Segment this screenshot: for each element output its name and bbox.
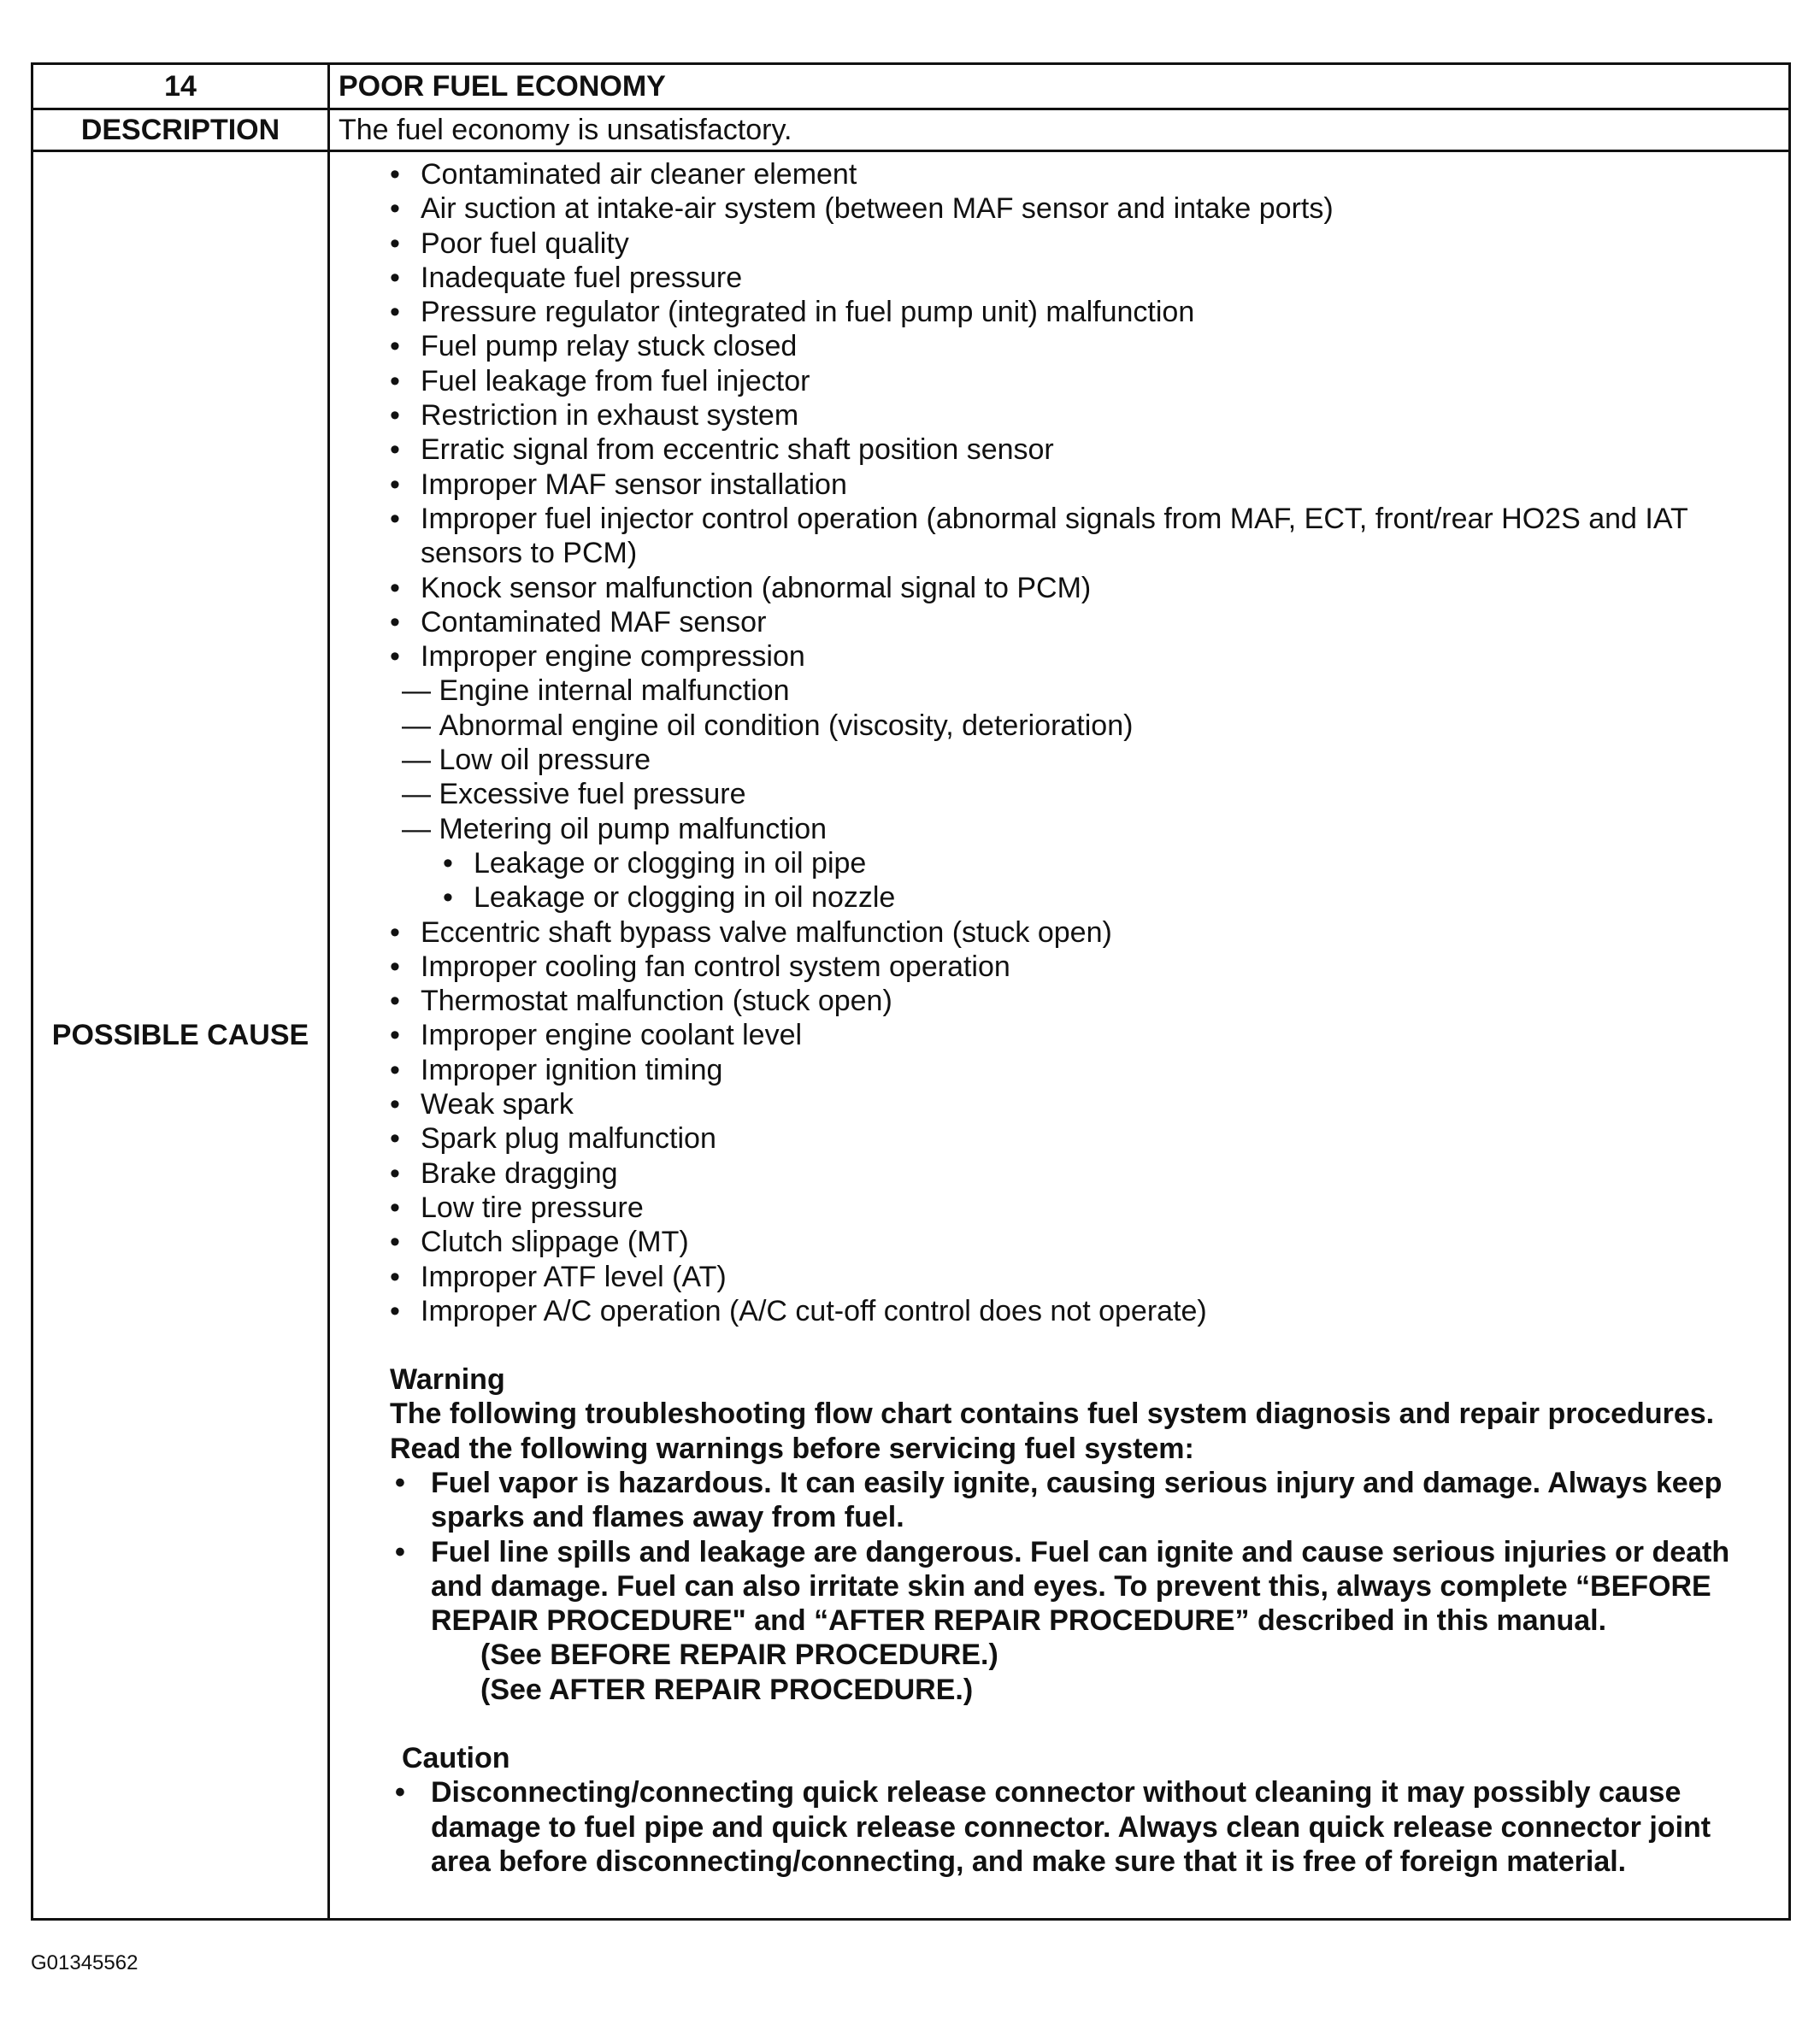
description-row: [32, 109, 1790, 151]
metering-sublist: [402, 846, 1788, 915]
figure-id: G01345562: [31, 1951, 138, 1974]
cause-item: • Erratic signal from eccentric shaft position sensor: [390, 432, 1788, 467]
cause-item: • Improper ATF level (AT): [390, 1260, 1788, 1294]
cause-item: • Weak spark: [390, 1087, 1788, 1121]
warning-item: • Fuel vapor is hazardous. It can easily ignite, causing serious injury and damage. Always keep sparks and flames away from fuel.: [390, 1466, 1771, 1535]
compression-subitem-text: Metering oil pump malfunction: [439, 812, 828, 845]
symptom-title: POOR FUEL ECONOMY: [329, 64, 1790, 109]
troubleshooting-table: [31, 62, 1791, 1921]
caution-list: [390, 1775, 1771, 1879]
possible-cause-label: POSSIBLE CAUSE: [32, 151, 329, 1920]
cause-item: • Improper engine coolant level: [390, 1018, 1788, 1052]
caution-heading: Caution: [402, 1742, 510, 1775]
compression-subitem-text: Low oil pressure: [439, 744, 651, 777]
header-row: [32, 64, 1790, 109]
compression-subitem: [402, 709, 1788, 743]
see-before-repair-link[interactable]: (See BEFORE REPAIR PROCEDURE.): [480, 1639, 998, 1672]
cause-item: • Fuel leakage from fuel injector: [390, 364, 1788, 398]
cause-item: • Spark plug malfunction: [390, 1121, 1788, 1156]
cause-item: • Improper cooling fan control system operation: [390, 950, 1788, 984]
cause-item: • Low tire pressure: [390, 1191, 1788, 1225]
cause-item: • Fuel pump relay stuck closed: [390, 329, 1788, 363]
cause-item: • Clutch slippage (MT): [390, 1225, 1788, 1259]
cause-list: [330, 157, 1788, 1328]
compression-subitem-text: Abnormal engine oil condition (viscosity, deterioration): [439, 709, 1134, 742]
compression-subitem: [402, 777, 1788, 811]
metering-subitem: • Leakage or clogging in oil nozzle: [443, 880, 1788, 915]
compression-subitem-text: Excessive fuel pressure: [439, 778, 746, 811]
cause-item: • Restriction in exhaust system: [390, 398, 1788, 432]
description-label: DESCRIPTION: [32, 109, 329, 151]
description-text: The fuel economy is unsatisfactory.: [329, 109, 1790, 151]
compression-sublist: [390, 674, 1788, 915]
cause-item: • Improper A/C operation (A/C cut-off control does not operate): [390, 1294, 1788, 1328]
cause-item: • Improper fuel injector control operation (abnormal signals from MAF, ECT, front/rear HO2S and IAT sensors to PCM): [390, 502, 1788, 571]
warning-intro: The following troubleshooting flow chart contains fuel system diagnosis and repair procedures. Read the following warnings before servicing fuel system:: [390, 1397, 1715, 1465]
compression-subitem: [402, 743, 1788, 777]
cause-item: • Thermostat malfunction (stuck open): [390, 984, 1788, 1018]
cause-item: • Knock sensor malfunction (abnormal signal to PCM): [390, 571, 1788, 605]
cause-item: • Poor fuel quality: [390, 227, 1788, 261]
warning-heading: Warning: [390, 1363, 505, 1397]
see-after-repair-link[interactable]: (See AFTER REPAIR PROCEDURE.): [480, 1673, 974, 1706]
cause-item: • Inadequate fuel pressure: [390, 261, 1788, 295]
caution-item: • Disconnecting/connecting quick release connector without cleaning it may possibly cause damage to fuel pipe and quick release connector. Always clean quick release connector joint area before disconnecting/connecting, and make sure that it is free of foreign material.: [390, 1775, 1771, 1879]
cause-item: • Improper engine compression: [390, 639, 1788, 674]
cause-item: • Contaminated air cleaner element: [390, 157, 1788, 191]
cause-item: • Eccentric shaft bypass valve malfunction (stuck open): [390, 915, 1788, 950]
warning-block: [330, 1362, 1788, 1879]
compression-subitem-text: Engine internal malfunction: [439, 674, 790, 708]
compression-subitem: [402, 812, 1788, 846]
cause-item: • Improper ignition timing: [390, 1053, 1788, 1087]
cause-item: • Pressure regulator (integrated in fuel pump unit) malfunction: [390, 295, 1788, 329]
possible-cause-row: [32, 151, 1790, 1920]
warning-item-text: Fuel line spills and leakage are dangerous. Fuel can ignite and cause serious injuries or death and damage. Fuel can also irritate skin and eyes. To prevent this, always complete “BEFORE REPAIR PROCEDURE" and “AFTER REPAIR PROCEDURE” described in this manual.: [431, 1535, 1730, 1638]
cause-item: • Contaminated MAF sensor: [390, 605, 1788, 639]
cause-item: • Improper MAF sensor installation: [390, 468, 1788, 502]
compression-subitem: [402, 674, 1788, 708]
symptom-number: 14: [32, 64, 329, 109]
cause-item: • Air suction at intake-air system (between MAF sensor and intake ports): [390, 191, 1788, 226]
warning-item: [390, 1535, 1771, 1707]
possible-cause-content: [329, 151, 1790, 1920]
cause-item: • Brake dragging: [390, 1156, 1788, 1191]
metering-subitem: • Leakage or clogging in oil pipe: [443, 846, 1788, 880]
warning-list: [390, 1466, 1771, 1707]
